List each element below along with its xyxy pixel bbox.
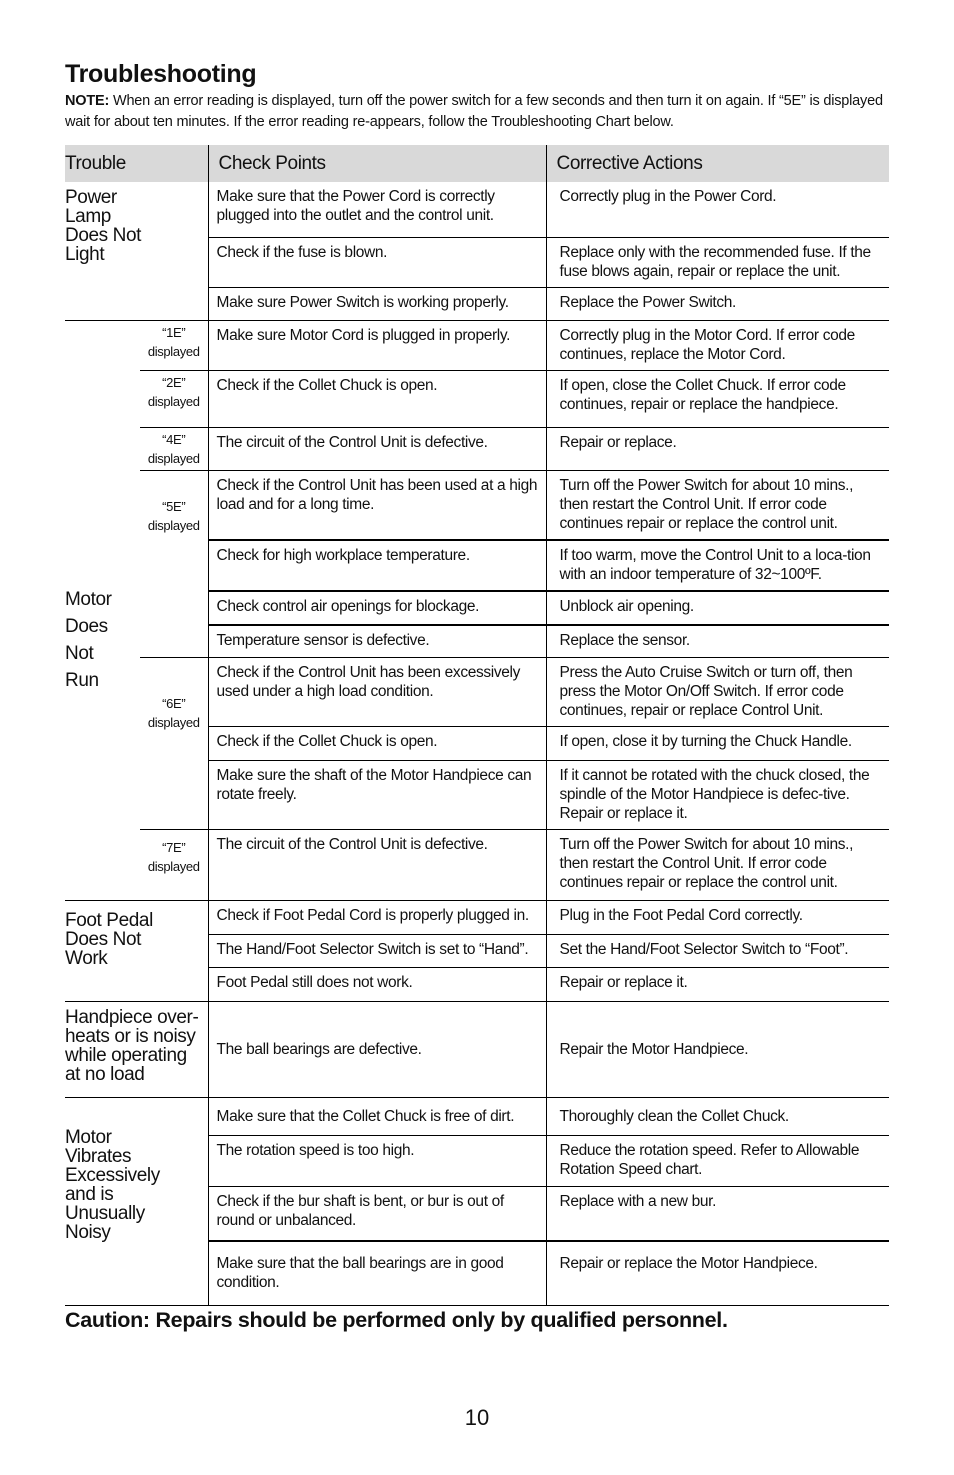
trouble-handpiece-overheats: Handpiece over- heats or is noisy while operating at no load — [65, 1002, 208, 1098]
corrective-action: Correctly plug in the Motor Cord. If error code continues, replace the Motor Cord. — [546, 320, 889, 370]
corrective-action: Replace the sensor. — [546, 625, 889, 658]
check-point: Make sure that the Collet Chuck is free of dirt. — [208, 1098, 546, 1136]
check-point: The Hand/Foot Selector Switch is set to “Hand”. — [208, 935, 546, 968]
trouble-motor-vibrates: Motor Vibrates Excessively and is Unusually Noisy — [65, 1098, 208, 1306]
trouble-motor-does-not-run: Motor Does Not Run — [65, 320, 140, 901]
header-check-points: Check Points — [208, 145, 546, 182]
note-text: When an error reading is displayed, turn off the power switch for a few seconds and then turn it on again. If “5E” is displayed wait for about ten minutes. If the error reading re-appears, follow the Troubleshooting Chart below. — [65, 93, 883, 130]
table-row — [65, 182, 889, 237]
troubleshooting-table — [65, 145, 889, 1306]
check-point: Check control air openings for blockage. — [208, 591, 546, 625]
table-row — [65, 1002, 889, 1098]
corrective-action: If open, close the Collet Chuck. If error code continues, repair or replace the handpiece. — [546, 370, 889, 427]
trouble-power-lamp: Power Lamp Does Not Light — [65, 182, 208, 320]
check-point: Temperature sensor is defective. — [208, 625, 546, 658]
corrective-action: Plug in the Foot Pedal Cord correctly. — [546, 901, 889, 935]
corrective-action: Turn off the Power Switch for about 10 mins., then restart the Control Unit. If error code continues repair or replace the control unit. — [546, 830, 889, 901]
check-point: The circuit of the Control Unit is defective. — [208, 830, 546, 901]
corrective-action: Replace the Power Switch. — [546, 287, 889, 320]
corrective-action: Reduce the rotation speed. Refer to Allowable Rotation Speed chart. — [546, 1136, 889, 1187]
check-point: Check if Foot Pedal Cord is properly plugged in. — [208, 901, 546, 935]
table-row — [65, 427, 889, 470]
check-point: Make sure that the ball bearings are in good condition. — [208, 1241, 546, 1306]
check-point: The rotation speed is too high. — [208, 1136, 546, 1187]
table-header-row — [65, 145, 889, 182]
error-code-2e: “2E” displayed — [140, 370, 208, 427]
error-code-1e: “1E” displayed — [140, 320, 208, 370]
corrective-action: Thoroughly clean the Collet Chuck. — [546, 1098, 889, 1136]
corrective-action: Replace with a new bur. — [546, 1187, 889, 1241]
check-point: Make sure Motor Cord is plugged in properly. — [208, 320, 546, 370]
page-number: 10 — [464, 1405, 490, 1430]
check-point: Make sure that the Power Cord is correctly plugged into the outlet and the control unit. — [208, 182, 546, 237]
corrective-action: If too warm, move the Control Unit to a loca-tion with an indoor temperature of 32~100ºF. — [546, 540, 889, 591]
page-title: Troubleshooting — [65, 60, 257, 88]
corrective-action: Turn off the Power Switch for about 10 mins., then restart the Control Unit. If error code continues repair or replace the control unit. — [546, 470, 889, 540]
table-row — [65, 1098, 889, 1136]
check-point: Check if the Collet Chuck is open. — [208, 370, 546, 427]
corrective-action: Repair the Motor Handpiece. — [546, 1002, 889, 1098]
check-point: Check if the bur shaft is bent, or bur is out of round or unbalanced. — [208, 1187, 546, 1241]
corrective-action: If it cannot be rotated with the chuck closed, the spindle of the Motor Handpiece is defec-tive. Repair or replace it. — [546, 761, 889, 830]
table-row — [65, 658, 889, 727]
check-point: Check if the Collet Chuck is open. — [208, 727, 546, 761]
header-trouble: Trouble — [65, 145, 208, 182]
trouble-foot-pedal: Foot Pedal Does Not Work — [65, 901, 208, 1002]
error-code-4e: “4E” displayed — [140, 427, 208, 470]
table-row — [65, 320, 889, 370]
table-row — [65, 901, 889, 935]
check-point: Make sure Power Switch is working properly. — [208, 287, 546, 320]
caution-text: Caution: Repairs should be performed only by qualified personnel. — [65, 1308, 728, 1332]
corrective-action: Unblock air opening. — [546, 591, 889, 625]
table-row — [65, 830, 889, 901]
check-point: The ball bearings are defective. — [208, 1002, 546, 1098]
check-point: The circuit of the Control Unit is defective. — [208, 427, 546, 470]
corrective-action: Correctly plug in the Power Cord. — [546, 182, 889, 237]
check-point: Check if the Control Unit has been excessively used under a high load condition. — [208, 658, 546, 727]
check-point: Check if the Control Unit has been used at a high load and for a long time. — [208, 470, 546, 540]
error-code-6e: “6E” displayed — [140, 658, 208, 830]
check-point: Make sure the shaft of the Motor Handpiece can rotate freely. — [208, 761, 546, 830]
error-code-5e: “5E” displayed — [140, 470, 208, 658]
corrective-action: Press the Auto Cruise Switch or turn off, then press the Motor On/Off Switch. If error code continues, repair or replace Control Unit. — [546, 658, 889, 727]
corrective-action: If open, close it by turning the Chuck Handle. — [546, 727, 889, 761]
check-point: Check for high workplace temperature. — [208, 540, 546, 591]
note-label: NOTE: — [65, 93, 110, 109]
corrective-action: Repair or replace it. — [546, 968, 889, 1002]
corrective-action: Repair or replace the Motor Handpiece. — [546, 1241, 889, 1306]
error-code-7e: “7E” displayed — [140, 830, 208, 901]
note — [65, 91, 895, 133]
corrective-action: Set the Hand/Foot Selector Switch to “Foot”. — [546, 935, 889, 968]
corrective-action: Repair or replace. — [546, 427, 889, 470]
table-row — [65, 470, 889, 540]
check-point: Check if the fuse is blown. — [208, 237, 546, 287]
check-point: Foot Pedal still does not work. — [208, 968, 546, 1002]
corrective-action: Replace only with the recommended fuse. If the fuse blows again, repair or replace the unit. — [546, 237, 889, 287]
header-corrective-actions: Corrective Actions — [546, 145, 889, 182]
table-row — [65, 370, 889, 427]
